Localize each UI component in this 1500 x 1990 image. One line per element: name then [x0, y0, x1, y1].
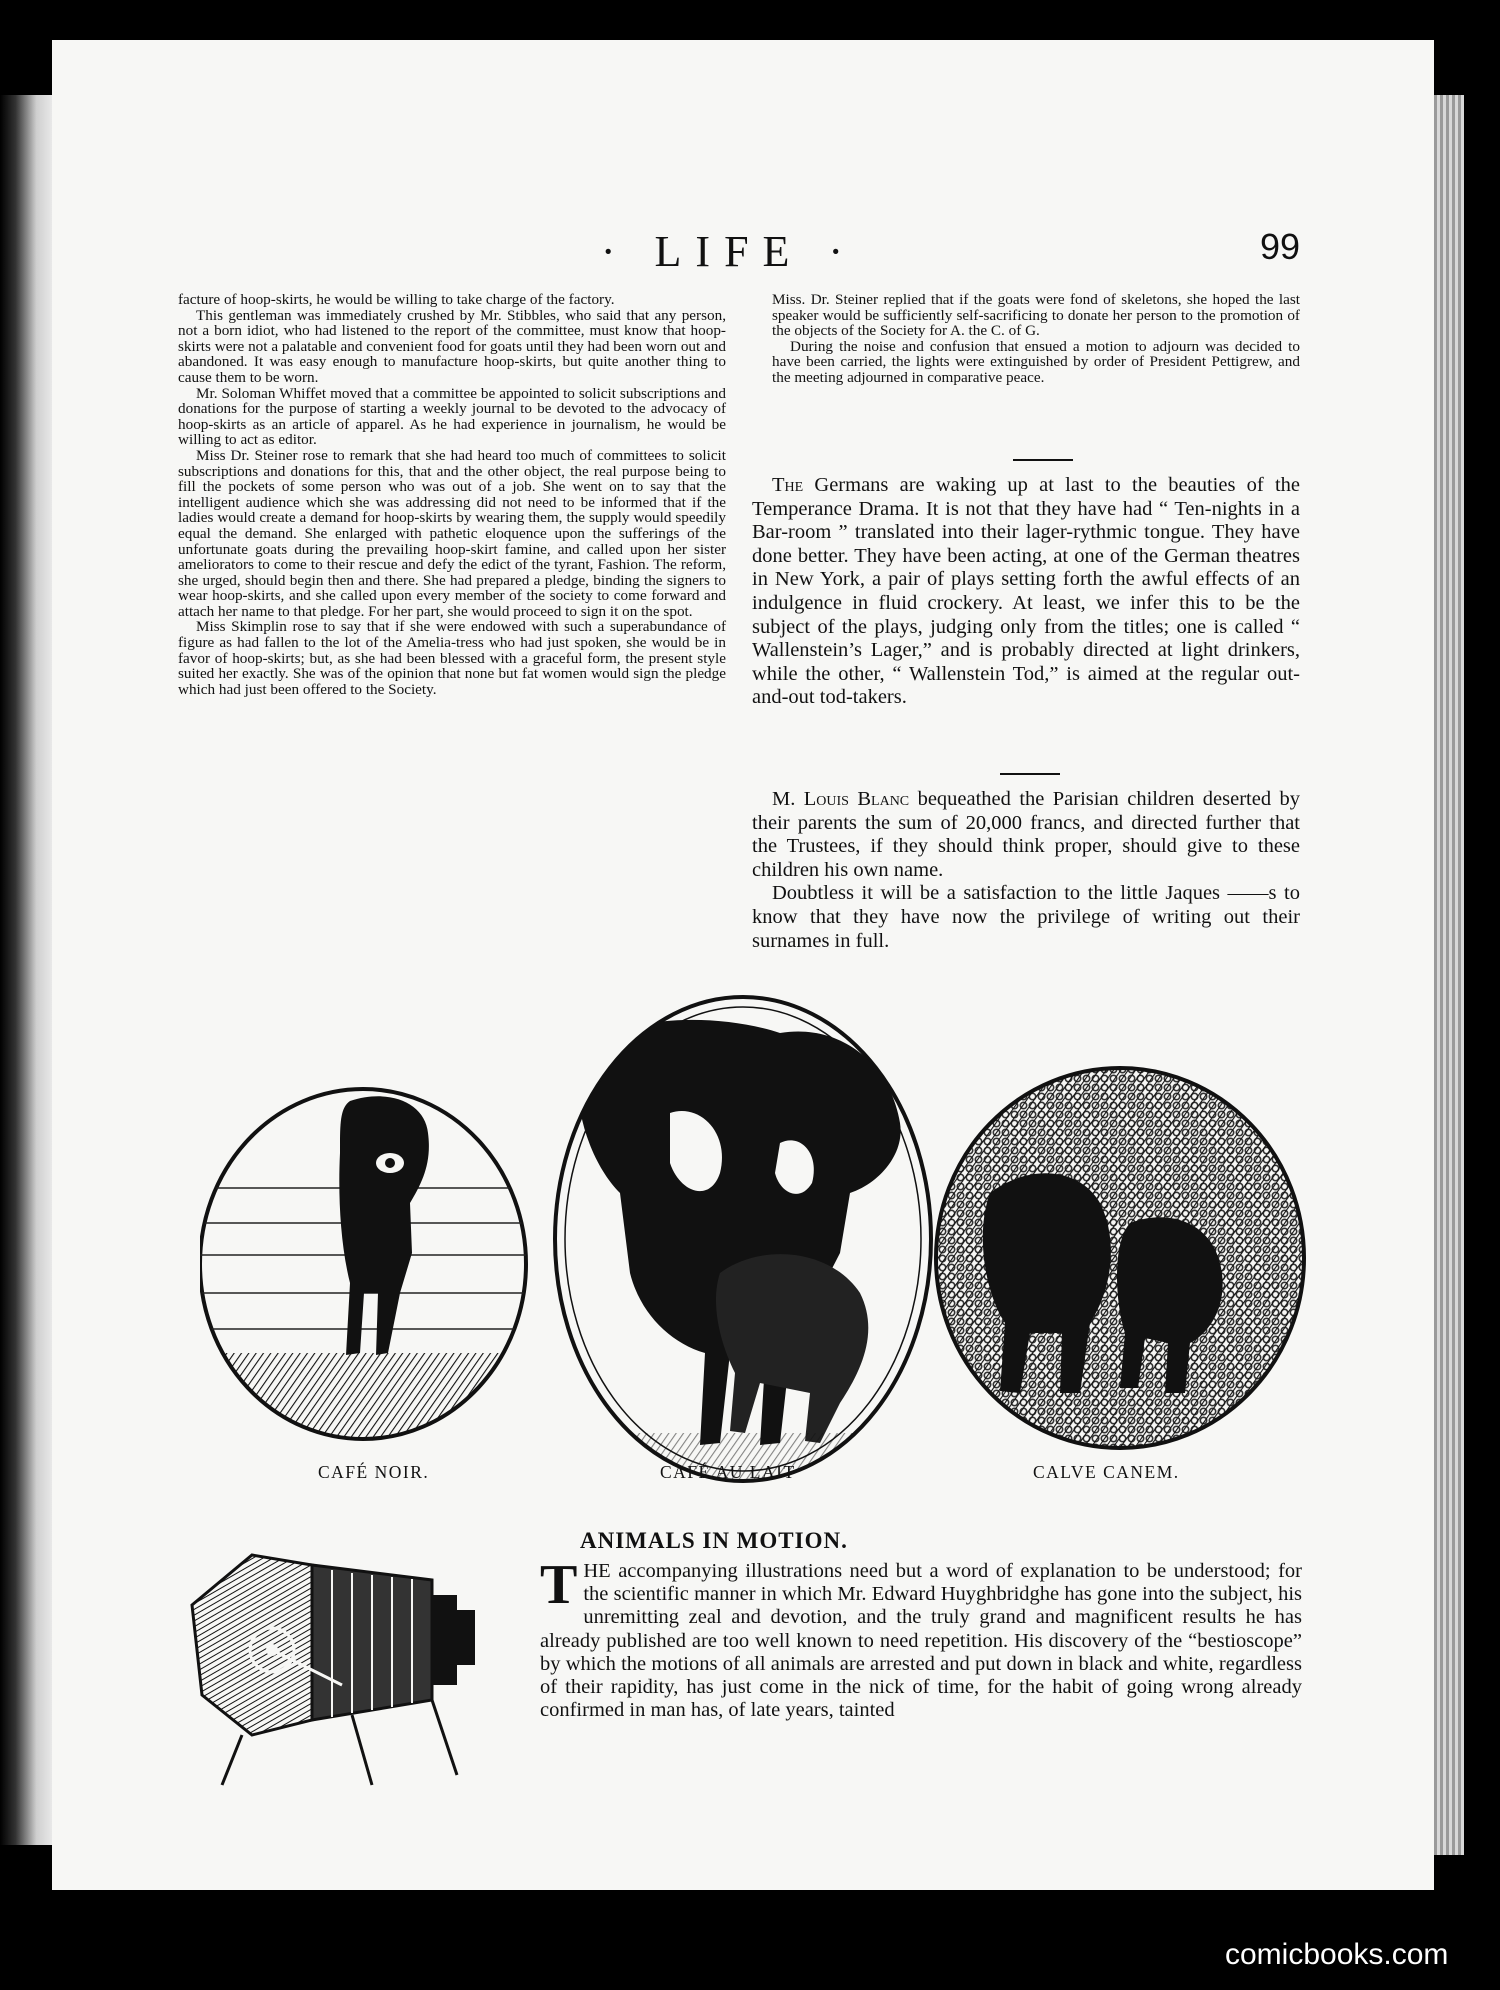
louis-blanc-item [752, 788, 1300, 953]
paragraph: facture of hoop-skirts, he would be willing to take charge of the factory. [178, 291, 615, 308]
calve-canem-vignette [930, 1063, 1310, 1463]
cafe-au-lait-vignette [555, 997, 940, 1488]
lead-name: M. Louis Blanc [772, 788, 910, 810]
paragraph: Miss Dr. Steiner rose to remark that she had heard too much of committees to solicit subscriptions and donations for this, that and the other object, the real purpose being to fill the pockets of some person who was out of a job. She went on to say that the intelligent audience which she was addressing did not need to be informed that if the ladies would create a demand for hoop-skirts by wearing them, the supply would speedily equal the demand. She enlarged with pathetic eloquence upon the sufferings of the unfortunate goats during the prevailing hoop-skirt famine, and called upon her sister ameliorators to come to their rescue and defy the edict of the tyrant, Fashion. The reform, she urged, should begin then and there. She had prepared a pledge, binding the signers to wear hoop-skirts, and she called upon every member of the society to come forward and attach her name to that pledge. For her part, she would proceed to sign it on the spot. [178, 446, 726, 620]
caption-calve-canem: CALVE CANEM. [1033, 1462, 1180, 1482]
paragraph: Germans are waking up at last to the beauties of the Temperance Drama. It is not that they have had “ Ten-nights in a Bar-room ” translated into their lager-rythmic tongue. They have done better. They have been acting, at one of the German theatres in New York, a pair of plays setting forth the awful effects of an indulgence in fluid crockery. At least, we infer this to be the subject of the plays, judging only from the titles; one is called “ Wallenstein’s Lager,” and is probably directed at light drinkers, while the other, “ Wallenstein Tod,” is aimed at the regular out-and-out tod-takers. [752, 474, 1300, 709]
section-divider [1013, 459, 1073, 461]
site-watermark: comicbooks.com [1225, 1938, 1449, 1971]
paragraph: During the noise and confusion that ensued a motion to adjourn was decided to have been carried, the lights were extinguished by order of President Pettigrew, and the meeting adjourned in comparative peace. [772, 337, 1300, 386]
caption-cafe-au-lait: CAFÉ AU LAIT [660, 1462, 796, 1482]
article-heading: ANIMALS IN MOTION. [580, 1528, 848, 1553]
animal-vignettes [200, 993, 1310, 1488]
article-body [540, 1554, 1302, 1722]
drop-cap: T [540, 1554, 578, 1616]
right-column-continuation [772, 292, 1300, 386]
caption-cafe-noir: CAFÉ NOIR. [318, 1462, 430, 1482]
paragraph: Miss Skimplin rose to say that if she were endowed with such a superabundance of figure as had fallen to the lot of the Amelia-tress who had just spoken, she would be in favor of hoop-skirts; but, as she had been blessed with a graceful form, the present style suited her exactly. She was of the opinion that none but fat women would sign the pledge which had just been offered to the Society. [178, 618, 726, 698]
binding-shadow [0, 95, 52, 1845]
paragraph: Doubtless it will be a satisfaction to the little Jaques ——s to know that they have now the privilege of writing out their surnames in full. [752, 882, 1300, 952]
paragraph: HE accompanying illustrations need but a word of explanation to be understood; for the scientific manner in which Mr. Edward Huyghbridghe has gone into the subject, his unremitting zeal and devotion, and the truly grand and magnificent results he has already published are too well known to need repetition. His discovery of the “bestioscope” by which the motions of all animals are arrested and put down in black and white, regardless of their rapidity, has just come in the nick of time, for the habit of going wrong already confirmed in man has, of late years, tainted [540, 1560, 1302, 1722]
paragraph: This gentleman was immediately crushed by Mr. Stibbles, who said that any person, not a born idiot, who had listened to the report of the committee, must know that hoop-skirts were not a palatable and convenient food for goats until they had been worn out and abandoned. It was easy enough to manufacture hoop-skirts, but quite another thing to cause them to be worn. [178, 306, 726, 386]
paragraph: bequeathed the Parisian children deserted by their parents the sum of 20,000 francs, and directed further that the Trustees, if they should think proper, should give to these children his own name. [752, 788, 1300, 881]
section-divider [1000, 773, 1060, 775]
paragraph: Mr. Soloman Whiffet moved that a committee be appointed to solicit subscriptions and donations for the purpose of starting a weekly journal to be devoted to the advocacy of hoop-skirts as an article of apparel. As he had experience in journalism, he would be willing to act as editor. [178, 384, 726, 449]
camera-illustration [182, 1535, 522, 1790]
paragraph: Miss. Dr. Steiner replied that if the goats were fond of skeletons, she hoped the last speaker would be sufficiently self-sacrificing to donate her person to the promotion of the objects of the Society for A. the C. of G. [772, 291, 1300, 340]
page-edges [1434, 95, 1464, 1855]
page-number: 99 [1260, 226, 1301, 267]
lead-word: The [772, 474, 804, 496]
cafe-noir-vignette [200, 1089, 530, 1473]
masthead-title: · LIFE · [600, 227, 858, 276]
left-column [178, 292, 726, 697]
germans-item [752, 474, 1300, 710]
